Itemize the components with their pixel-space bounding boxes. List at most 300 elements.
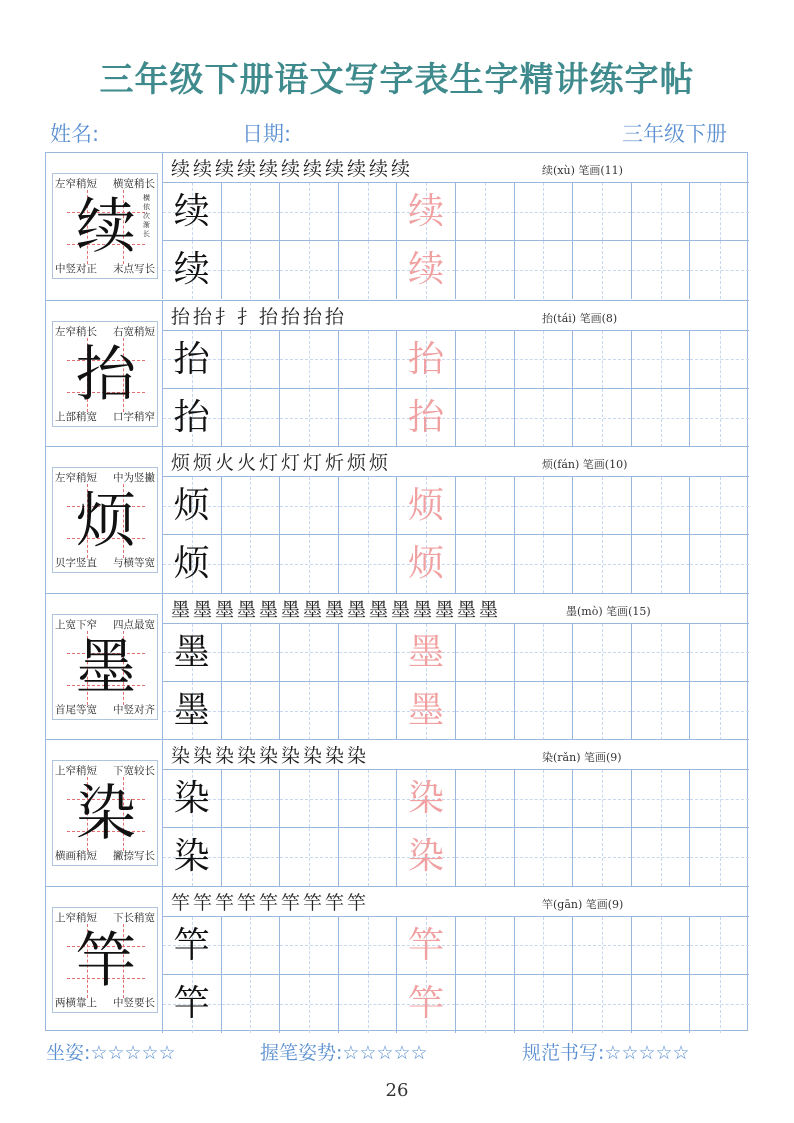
practice-cell[interactable]	[632, 477, 691, 535]
model-character: 墨	[76, 632, 136, 703]
pen-grip-rating: 握笔姿势:☆☆☆☆☆	[260, 1042, 428, 1064]
practice-cell[interactable]	[515, 770, 574, 828]
sample-character: 竿	[173, 924, 210, 966]
cell-guide	[339, 418, 397, 419]
writing-tip: 上窄稍短	[55, 765, 97, 777]
practice-cell[interactable]	[163, 828, 222, 886]
writing-tip: 上宽下窄	[55, 618, 97, 631]
cell-guide	[690, 945, 749, 946]
cell-guide	[515, 711, 573, 712]
practice-cell[interactable]	[456, 828, 515, 886]
writing-tips-box	[52, 321, 158, 427]
cell-guide	[222, 418, 280, 419]
cell-guide	[280, 857, 338, 858]
cell-guide	[632, 506, 690, 507]
cell-guide	[632, 564, 690, 565]
practice-cell[interactable]	[632, 535, 691, 593]
writing-tip: 右宽稍短	[113, 325, 155, 338]
practice-cell[interactable]	[690, 975, 749, 1033]
practice-cell[interactable]	[690, 389, 749, 447]
trace-character: 染	[408, 836, 445, 877]
practice-cell[interactable]	[690, 183, 749, 241]
cell-guide	[573, 711, 631, 712]
page-title: 三年级下册语文写字表生字精讲练字帖	[99, 60, 695, 100]
cell-guide	[573, 270, 631, 271]
practice-cell[interactable]	[515, 535, 574, 593]
cell-guide	[632, 270, 690, 271]
practice-cell[interactable]	[456, 682, 515, 740]
cell-guide	[515, 270, 573, 271]
practice-cell[interactable]	[397, 389, 456, 447]
cell-guide	[456, 1004, 514, 1005]
cell-guide	[456, 359, 514, 360]
practice-cell[interactable]	[163, 770, 222, 828]
practice-cell[interactable]	[163, 331, 222, 389]
practice-cell[interactable]	[163, 682, 222, 740]
writing-tip: 撇捺写长	[113, 850, 155, 862]
writing-tips-box	[52, 467, 158, 573]
practice-cell[interactable]	[280, 770, 339, 828]
practice-cell[interactable]	[339, 241, 398, 299]
trace-character: 续	[408, 249, 445, 290]
practice-cell[interactable]	[456, 241, 515, 299]
stroke-order-row	[163, 447, 749, 477]
stroke-order-row	[163, 301, 749, 331]
cell-guide	[222, 945, 280, 946]
trace-character: 抬	[408, 338, 445, 380]
char-info: 烦(fán) 笔画(10)	[542, 458, 628, 471]
cell-guide	[573, 652, 631, 653]
model-character: 竿	[76, 925, 136, 996]
writing-tip: 下长稍宽	[113, 911, 155, 924]
writing-tip: 下宽较长	[113, 765, 155, 777]
practice-cell[interactable]	[280, 535, 339, 593]
practice-cell[interactable]	[222, 975, 281, 1033]
practice-cell[interactable]	[339, 770, 398, 828]
practice-cell[interactable]	[280, 241, 339, 299]
writing-tips-box	[52, 760, 158, 866]
practice-cell[interactable]	[515, 477, 574, 535]
practice-cell[interactable]	[280, 975, 339, 1033]
practice-cell[interactable]	[573, 183, 632, 241]
trace-character: 烦	[408, 485, 445, 526]
practice-cell[interactable]	[163, 535, 222, 593]
char-section	[46, 593, 749, 740]
cell-guide	[339, 799, 397, 800]
cell-guide	[280, 359, 338, 360]
trace-character: 墨	[408, 631, 445, 673]
cell-guide	[222, 212, 280, 213]
practice-cell[interactable]	[280, 624, 339, 682]
cell-guide	[339, 945, 397, 946]
practice-cell[interactable]	[456, 183, 515, 241]
practice-cell[interactable]	[573, 624, 632, 682]
practice-cell[interactable]	[515, 389, 574, 447]
practice-cell[interactable]	[280, 828, 339, 886]
practice-cell[interactable]	[222, 389, 281, 447]
practice-cell[interactable]	[163, 975, 222, 1033]
practice-cell[interactable]	[222, 477, 281, 535]
cell-guide	[339, 270, 397, 271]
practice-cell[interactable]	[690, 241, 749, 299]
cell-guide	[632, 711, 690, 712]
char-section	[46, 886, 749, 1033]
cell-guide	[632, 1004, 690, 1005]
cell-guide	[280, 652, 338, 653]
practice-cell[interactable]	[573, 682, 632, 740]
cell-guide	[632, 359, 690, 360]
cell-guide	[573, 799, 631, 800]
cell-guide	[339, 564, 397, 565]
writing-tip: 两横靠上	[55, 996, 97, 1009]
practice-grid	[163, 770, 749, 886]
practice-grid	[163, 331, 749, 447]
practice-cell[interactable]	[573, 917, 632, 975]
practice-cell[interactable]	[222, 682, 281, 740]
model-character: 续	[76, 192, 136, 262]
cell-guide	[573, 359, 631, 360]
practice-cell[interactable]	[690, 331, 749, 389]
practice-cell[interactable]	[339, 477, 398, 535]
writing-tip: 与横等宽	[113, 557, 155, 569]
writing-tip: 左窄稍短	[55, 178, 97, 190]
practice-cell[interactable]	[573, 477, 632, 535]
stroke-order-row	[163, 887, 749, 917]
practice-cell[interactable]	[690, 770, 749, 828]
writing-tip: 末点写长	[113, 263, 155, 275]
stroke-sequence: 竿竿竿竿竿竿竿竿竿	[171, 891, 370, 914]
practice-cell[interactable]	[397, 682, 456, 740]
practice-cell[interactable]	[222, 535, 281, 593]
cell-guide	[339, 506, 397, 507]
cell-guide	[573, 1004, 631, 1005]
char-section	[46, 446, 749, 593]
cell-guide	[222, 857, 280, 858]
practice-cell[interactable]	[280, 917, 339, 975]
cell-guide	[339, 857, 397, 858]
practice-cell[interactable]	[456, 770, 515, 828]
practice-cell[interactable]	[163, 183, 222, 241]
cell-guide	[690, 711, 749, 712]
cell-guide	[339, 212, 397, 213]
practice-cell[interactable]	[632, 917, 691, 975]
practice-cell[interactable]	[163, 477, 222, 535]
practice-cell[interactable]	[222, 917, 281, 975]
cell-guide	[222, 270, 280, 271]
name-label: 姓名:	[50, 122, 100, 146]
practice-cell[interactable]	[397, 183, 456, 241]
writing-tip: 贝字竖直	[55, 557, 97, 569]
cell-guide	[456, 212, 514, 213]
practice-cell[interactable]	[456, 477, 515, 535]
practice-cell[interactable]	[632, 828, 691, 886]
practice-cell[interactable]	[280, 682, 339, 740]
cell-guide	[280, 945, 338, 946]
practice-cell[interactable]	[397, 535, 456, 593]
cell-guide	[339, 1004, 397, 1005]
grade-label: 三年级下册	[622, 122, 727, 146]
writing-tip: 横宽稍长	[113, 178, 155, 190]
cell-guide	[280, 506, 338, 507]
practice-cell[interactable]	[456, 535, 515, 593]
cell-guide	[222, 564, 280, 565]
writing-tips-box	[52, 614, 158, 720]
practice-cell[interactable]	[515, 624, 574, 682]
char-section	[46, 153, 749, 299]
char-info: 抬(tái) 笔画(8)	[542, 311, 618, 325]
cell-guide	[515, 359, 573, 360]
stroke-sequence: 烦烦火火灯灯灯炘烦烦	[171, 452, 392, 474]
practice-cell[interactable]	[632, 183, 691, 241]
cell-guide	[573, 564, 631, 565]
trace-character: 抬	[408, 396, 445, 438]
practice-cell[interactable]	[397, 477, 456, 535]
cell-guide	[690, 418, 749, 419]
writing-tip: 上窄稍短	[55, 911, 97, 924]
cell-guide	[456, 418, 514, 419]
practice-cell[interactable]	[397, 828, 456, 886]
practice-cell[interactable]	[222, 331, 281, 389]
cell-guide	[280, 564, 338, 565]
writing-rating: 规范书写:☆☆☆☆☆	[522, 1042, 690, 1064]
cell-guide	[456, 506, 514, 507]
practice-cell[interactable]	[456, 389, 515, 447]
writing-tip: 中竖要长	[113, 996, 155, 1009]
writing-tip: 首尾等宽	[55, 703, 97, 716]
practice-cell[interactable]	[163, 917, 222, 975]
stroke-sequence: 染染染染染染染染染	[171, 745, 370, 767]
practice-cell[interactable]	[339, 917, 398, 975]
sample-character: 墨	[173, 631, 210, 673]
writing-tip: 左窄稍短	[55, 472, 97, 484]
practice-cell[interactable]	[339, 682, 398, 740]
practice-cell[interactable]	[280, 183, 339, 241]
writing-tip: 左窄稍长	[55, 325, 97, 338]
practice-grid	[163, 917, 749, 1033]
practice-cell[interactable]	[163, 624, 222, 682]
practice-grid	[163, 183, 749, 299]
practice-cell[interactable]	[339, 389, 398, 447]
cell-guide	[632, 945, 690, 946]
model-character: 染	[76, 779, 136, 849]
cell-guide	[456, 270, 514, 271]
cell-guide	[222, 359, 280, 360]
cell-guide	[280, 270, 338, 271]
char-info: 续(xù) 笔画(11)	[542, 164, 623, 177]
cell-guide	[690, 506, 749, 507]
cell-guide	[690, 212, 749, 213]
cell-guide	[690, 359, 749, 360]
cell-guide	[339, 359, 397, 360]
stroke-order-row	[163, 740, 749, 770]
cell-guide	[222, 506, 280, 507]
practice-cell[interactable]	[339, 975, 398, 1033]
cell-guide	[280, 212, 338, 213]
practice-cell[interactable]	[632, 770, 691, 828]
cell-guide	[222, 799, 280, 800]
practice-cell[interactable]	[573, 975, 632, 1033]
practice-cell[interactable]	[280, 331, 339, 389]
cell-guide	[339, 652, 397, 653]
writing-tip: 中竖对齐	[113, 703, 155, 716]
practice-cell[interactable]	[515, 241, 574, 299]
posture-rating: 坐姿:☆☆☆☆☆	[46, 1042, 176, 1064]
sample-character: 染	[173, 778, 210, 819]
practice-cell[interactable]	[222, 183, 281, 241]
sample-character: 烦	[173, 543, 210, 584]
practice-cell[interactable]	[515, 975, 574, 1033]
practice-cell[interactable]	[690, 917, 749, 975]
practice-cell[interactable]	[222, 770, 281, 828]
practice-cell[interactable]	[339, 535, 398, 593]
practice-cell[interactable]	[573, 389, 632, 447]
stroke-sequence: 墨墨墨墨墨墨墨墨墨墨墨墨墨墨墨	[171, 598, 502, 621]
cell-guide	[280, 418, 338, 419]
cell-guide	[690, 564, 749, 565]
stroke-order-row	[163, 594, 749, 624]
practice-cell[interactable]	[339, 828, 398, 886]
practice-cell[interactable]	[397, 624, 456, 682]
practice-grid	[163, 624, 749, 740]
practice-cell[interactable]	[397, 241, 456, 299]
practice-cell[interactable]	[222, 241, 281, 299]
writing-tips-box	[52, 907, 158, 1013]
cell-guide	[456, 564, 514, 565]
practice-cell[interactable]	[690, 828, 749, 886]
sample-character: 抬	[173, 396, 210, 438]
cell-guide	[456, 799, 514, 800]
model-character: 抬	[76, 339, 136, 410]
cell-guide	[632, 799, 690, 800]
practice-cell[interactable]	[397, 331, 456, 389]
sample-character: 墨	[173, 689, 210, 731]
trace-character: 染	[408, 778, 445, 819]
cell-guide	[632, 857, 690, 858]
practice-cell[interactable]	[515, 682, 574, 740]
practice-cell[interactable]	[573, 535, 632, 593]
date-label: 日期:	[242, 122, 292, 146]
page-number: 26	[385, 1080, 409, 1101]
cell-guide	[515, 506, 573, 507]
cell-guide	[632, 418, 690, 419]
practice-cell[interactable]	[222, 624, 281, 682]
cell-guide	[573, 945, 631, 946]
practice-cell[interactable]	[397, 917, 456, 975]
practice-cell[interactable]	[690, 682, 749, 740]
cell-guide	[690, 857, 749, 858]
practice-cell[interactable]	[339, 624, 398, 682]
char-section	[46, 739, 749, 886]
sample-character: 抬	[173, 338, 210, 380]
practice-cell[interactable]	[456, 624, 515, 682]
practice-cell[interactable]	[573, 331, 632, 389]
cell-guide	[456, 711, 514, 712]
practice-cell[interactable]	[397, 975, 456, 1033]
trace-character: 墨	[408, 689, 445, 731]
cell-guide	[280, 711, 338, 712]
cell-guide	[515, 857, 573, 858]
practice-cell[interactable]	[222, 828, 281, 886]
cell-guide	[632, 212, 690, 213]
trace-character: 竿	[408, 924, 445, 966]
char-info: 染(rǎn) 笔画(9)	[542, 751, 622, 764]
practice-cell[interactable]	[690, 477, 749, 535]
char-section	[46, 300, 749, 447]
cell-guide	[515, 799, 573, 800]
practice-cell[interactable]	[515, 183, 574, 241]
stroke-order-row	[163, 153, 749, 183]
sample-character: 竿	[173, 982, 210, 1024]
cell-guide	[690, 799, 749, 800]
cell-guide	[280, 1004, 338, 1005]
practice-cell[interactable]	[339, 183, 398, 241]
cell-guide	[515, 652, 573, 653]
cell-guide	[456, 652, 514, 653]
cell-guide	[222, 652, 280, 653]
practice-cell[interactable]	[632, 975, 691, 1033]
cell-guide	[222, 711, 280, 712]
cell-guide	[690, 1004, 749, 1005]
practice-cell[interactable]	[573, 770, 632, 828]
practice-cell[interactable]	[632, 241, 691, 299]
cell-guide	[690, 652, 749, 653]
model-character: 烦	[76, 486, 136, 556]
writing-tip: 四点最宽	[113, 618, 155, 631]
practice-cell[interactable]	[690, 535, 749, 593]
writing-tip: 横画稍短	[55, 850, 97, 862]
practice-cell[interactable]	[456, 975, 515, 1033]
practice-cell[interactable]	[632, 389, 691, 447]
cell-guide	[515, 212, 573, 213]
writing-tip: 中为竖撇	[113, 472, 155, 484]
char-info: 竿(gān) 笔画(9)	[542, 897, 624, 911]
writing-tip: 口字稍窄	[113, 410, 155, 423]
writing-tip: 上部稍宽	[55, 410, 97, 423]
practice-cell[interactable]	[163, 389, 222, 447]
practice-cell[interactable]	[280, 477, 339, 535]
practice-grid	[163, 477, 749, 593]
practice-cell[interactable]	[573, 828, 632, 886]
trace-character: 烦	[408, 543, 445, 584]
practice-cell[interactable]	[690, 624, 749, 682]
practice-cell[interactable]	[456, 917, 515, 975]
practice-sheet	[45, 152, 748, 1031]
practice-cell[interactable]	[397, 770, 456, 828]
trace-character: 续	[408, 191, 445, 232]
practice-cell[interactable]	[515, 828, 574, 886]
cell-guide	[573, 418, 631, 419]
cell-guide	[339, 711, 397, 712]
practice-cell[interactable]	[632, 682, 691, 740]
sample-character: 续	[173, 249, 210, 290]
practice-cell[interactable]	[456, 331, 515, 389]
practice-cell[interactable]	[339, 331, 398, 389]
practice-cell[interactable]	[515, 917, 574, 975]
practice-cell[interactable]	[163, 241, 222, 299]
practice-cell[interactable]	[515, 331, 574, 389]
trace-character: 竿	[408, 982, 445, 1024]
cell-guide	[690, 270, 749, 271]
cell-guide	[573, 506, 631, 507]
practice-cell[interactable]	[573, 241, 632, 299]
cell-guide	[515, 945, 573, 946]
practice-cell[interactable]	[280, 389, 339, 447]
practice-cell[interactable]	[632, 331, 691, 389]
cell-guide	[632, 652, 690, 653]
cell-guide	[280, 799, 338, 800]
writing-tips-box	[52, 173, 158, 279]
practice-cell[interactable]	[632, 624, 691, 682]
